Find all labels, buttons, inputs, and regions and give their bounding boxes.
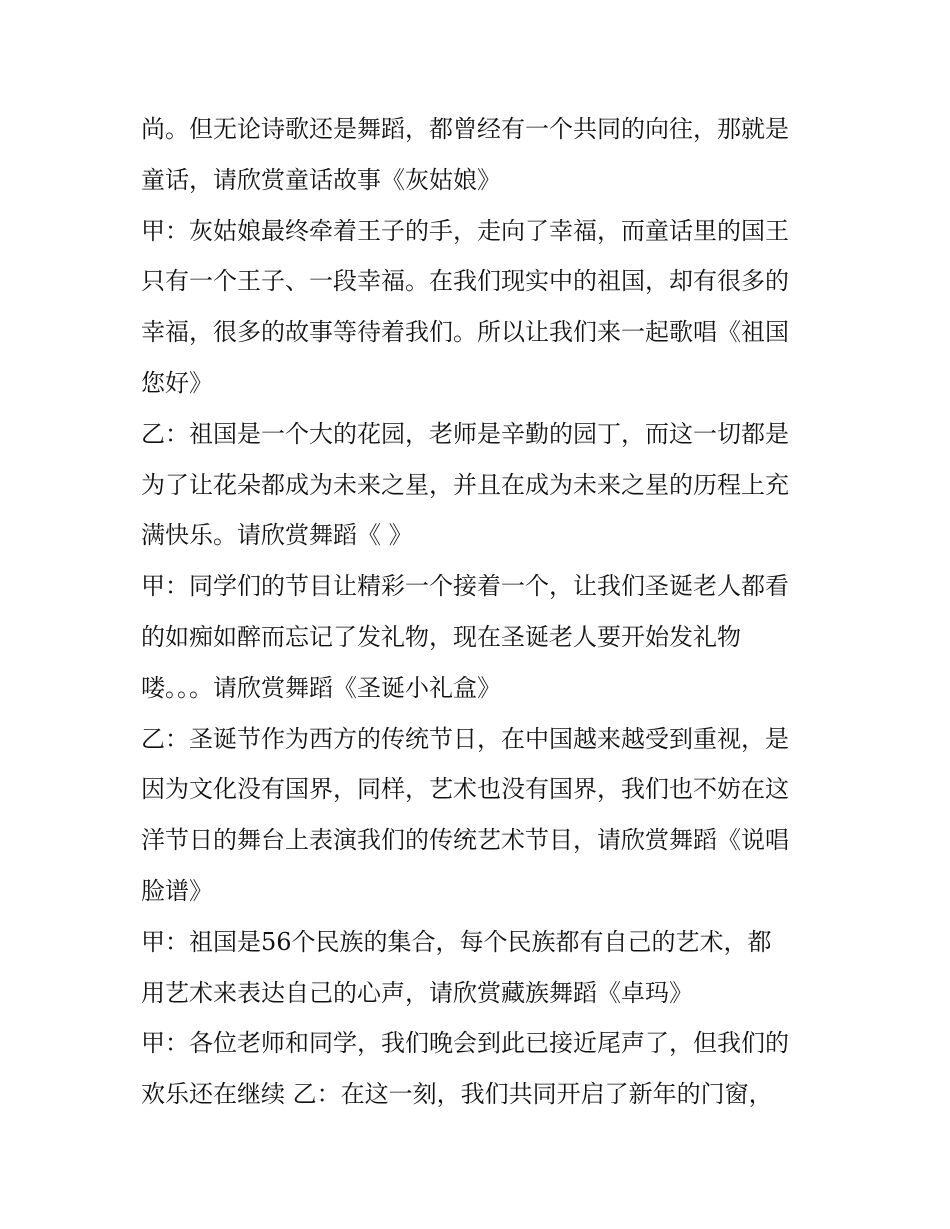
text-line: 洋节日的舞台上表演我们的传统艺术节目，请欣赏舞蹈《说唱	[141, 826, 789, 855]
document-body	[141, 104, 821, 1120]
text-line: 喽。。。请欣赏舞蹈《圣诞小礼盒》	[141, 673, 501, 702]
text-line: 甲：各位老师和同学，我们晚会到此已接近尾声了，但我们的	[141, 1029, 789, 1058]
text-line: 童话，请欣赏童话故事《灰姑娘》	[141, 165, 501, 194]
text-line: 的如痴如醉而忘记了发礼物，现在圣诞老人要开始发礼物	[141, 622, 741, 651]
text-line: 为了让花朵都成为未来之星，并且在成为未来之星的历程上充	[141, 470, 789, 499]
text-line: 因为文化没有国界，同样，艺术也没有国界，我们也不妨在这	[141, 775, 789, 804]
text-line: 甲：同学们的节目让精彩一个接着一个，让我们圣诞老人都看	[141, 572, 789, 601]
text-line: 您好》	[141, 368, 213, 397]
text-line: 乙：圣诞节作为西方的传统节日，在中国越来越受到重视，是	[141, 724, 789, 753]
text-line: 甲：祖国是56个民族的集合，每个民族都有自己的艺术，都	[141, 927, 772, 956]
text-line: 尚。但无论诗歌还是舞蹈，都曾经有一个共同的向往，那就是	[141, 115, 789, 143]
text-line: 只有一个王子、一段幸福。在我们现实中的祖国，却有很多的	[141, 267, 789, 296]
text-line: 满快乐。请欣赏舞蹈《 》	[141, 521, 413, 550]
text-line: 甲：灰姑娘最终牵着王子的手，走向了幸福，而童话里的国王	[141, 216, 789, 245]
text-line: 欢乐还在继续 乙：在这一刻，我们共同开启了新年的门窗，	[141, 1080, 773, 1109]
text-line: 用艺术来表达自己的心声，请欣赏藏族舞蹈《卓玛》	[141, 978, 693, 1007]
text-line: 乙：祖国是一个大的花园，老师是辛勤的园丁，而这一切都是	[141, 419, 789, 448]
text-line: 幸福，很多的故事等待着我们。所以让我们来一起歌唱《祖国	[141, 318, 789, 347]
text-line: 脸谱》	[141, 876, 213, 905]
